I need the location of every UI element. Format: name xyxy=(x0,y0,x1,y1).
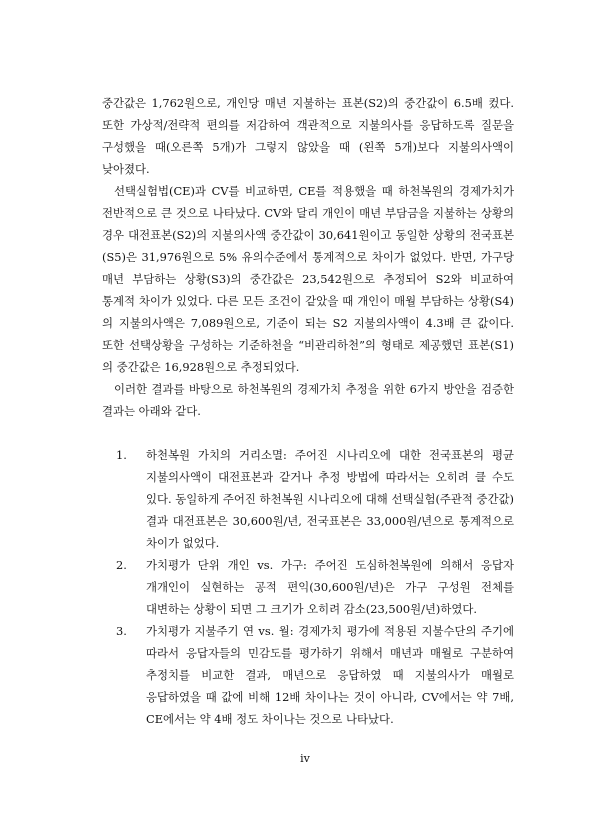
paragraph-3: 이러한 결과를 바탕으로 하천복원의 경제가치 추정을 위한 6가지 방안을 검증한 결과는 아래와 같다. xyxy=(102,382,514,418)
list-item-number: 1. xyxy=(116,448,127,462)
paragraph-2: 선택실험법(CE)과 CV를 비교하면, CE를 적용했을 때 하천복원의 경제가치가 전반적으로 큰 것으로 나타났다. CV와 달리 개인이 매년 부담금을 지불하는 상황의 경우 대전표본(S2)의 지불의사액 중간값이 30,641원이고 동일한 상황의 전국표본(S5)은 31,976원으로 5% 유의수준에서 통계적으로 차이가 없었다. 반면, 가구당 매년 부담하는 상황(S3)의 중간값은 23,542원으로 추정되어 S2와 비교하여 통계적 차이가 있었다. 다른 모든 조건이 같았을 때 개인이 매월 부담하는 상황(S4)의 지불의사액은 7,089원으로, 기준이 되는 S2 지불의사액이 4.3배 큰 값이다. 또한 선택상황을 구성하는 기준하천을 “비관리하천”의 형태로 제공했던 표본(S1)의 중간값은 16,928원으로 추정되었다. xyxy=(102,184,514,374)
page-number: iv xyxy=(300,752,310,765)
list-item-text: 가치평가 지불주기 연 vs. 월: 경제가치 평가에 적용된 지불수단의 주기에 따라서 응답자들의 민감도를 평가하기 위해서 매년과 매월로 구분하여 추정치를 비교한 결과, 매년으로 응답하였 때 지불의사가 매월로 응답하였을 때 값에 비해 12배 차이나는 것이 아니라, CV에서는 약 7배, CE에서는 약 4배 정도 차이나는 것으로 나타났다. xyxy=(146,624,514,726)
list-item xyxy=(116,554,514,620)
list-item-number: 2. xyxy=(116,558,127,572)
paragraph-1: 중간값은 1,762원으로, 개인당 매년 지불하는 표본(S2)의 중간값이 6.5배 컸다. 또한 가상적/전략적 편의를 저감하여 객관적으로 지불의사를 응답하도록 질문을 구성했을 때(오른쪽 5개)가 그렇지 않았을 때 (왼쪽 5개)보다 지불의사액이 낮아졌다. xyxy=(102,96,514,176)
findings-list xyxy=(102,444,514,730)
list-item xyxy=(116,444,514,554)
body-text xyxy=(102,92,514,730)
list-item-number: 3. xyxy=(116,624,127,638)
list-item xyxy=(116,620,514,730)
list-item-text: 가치평가 단위 개인 vs. 가구: 주어진 도심하천복원에 의해서 응답자 개개인이 실현하는 공적 편익(30,600원/년)은 가구 구성원 전체를 대변하는 상황이 되면 그 크기가 오히려 감소(23,500원/년)하였다. xyxy=(146,558,514,616)
list-item-text: 하천복원 가치의 거리소멸: 주어진 시나리오에 대한 전국표본의 평균 지불의사액이 대전표본과 같거나 추정 방법에 따라서는 오히려 클 수도 있다. 동일하게 주어진 하천복원 시나리오에 대해 선택실험(주관적 중간값) 결과 대전표본은 30,600원/년, 전국표본은 33,000원/년으로 통계적으로 차이가 없었다. xyxy=(146,448,514,550)
spacer xyxy=(102,422,514,444)
